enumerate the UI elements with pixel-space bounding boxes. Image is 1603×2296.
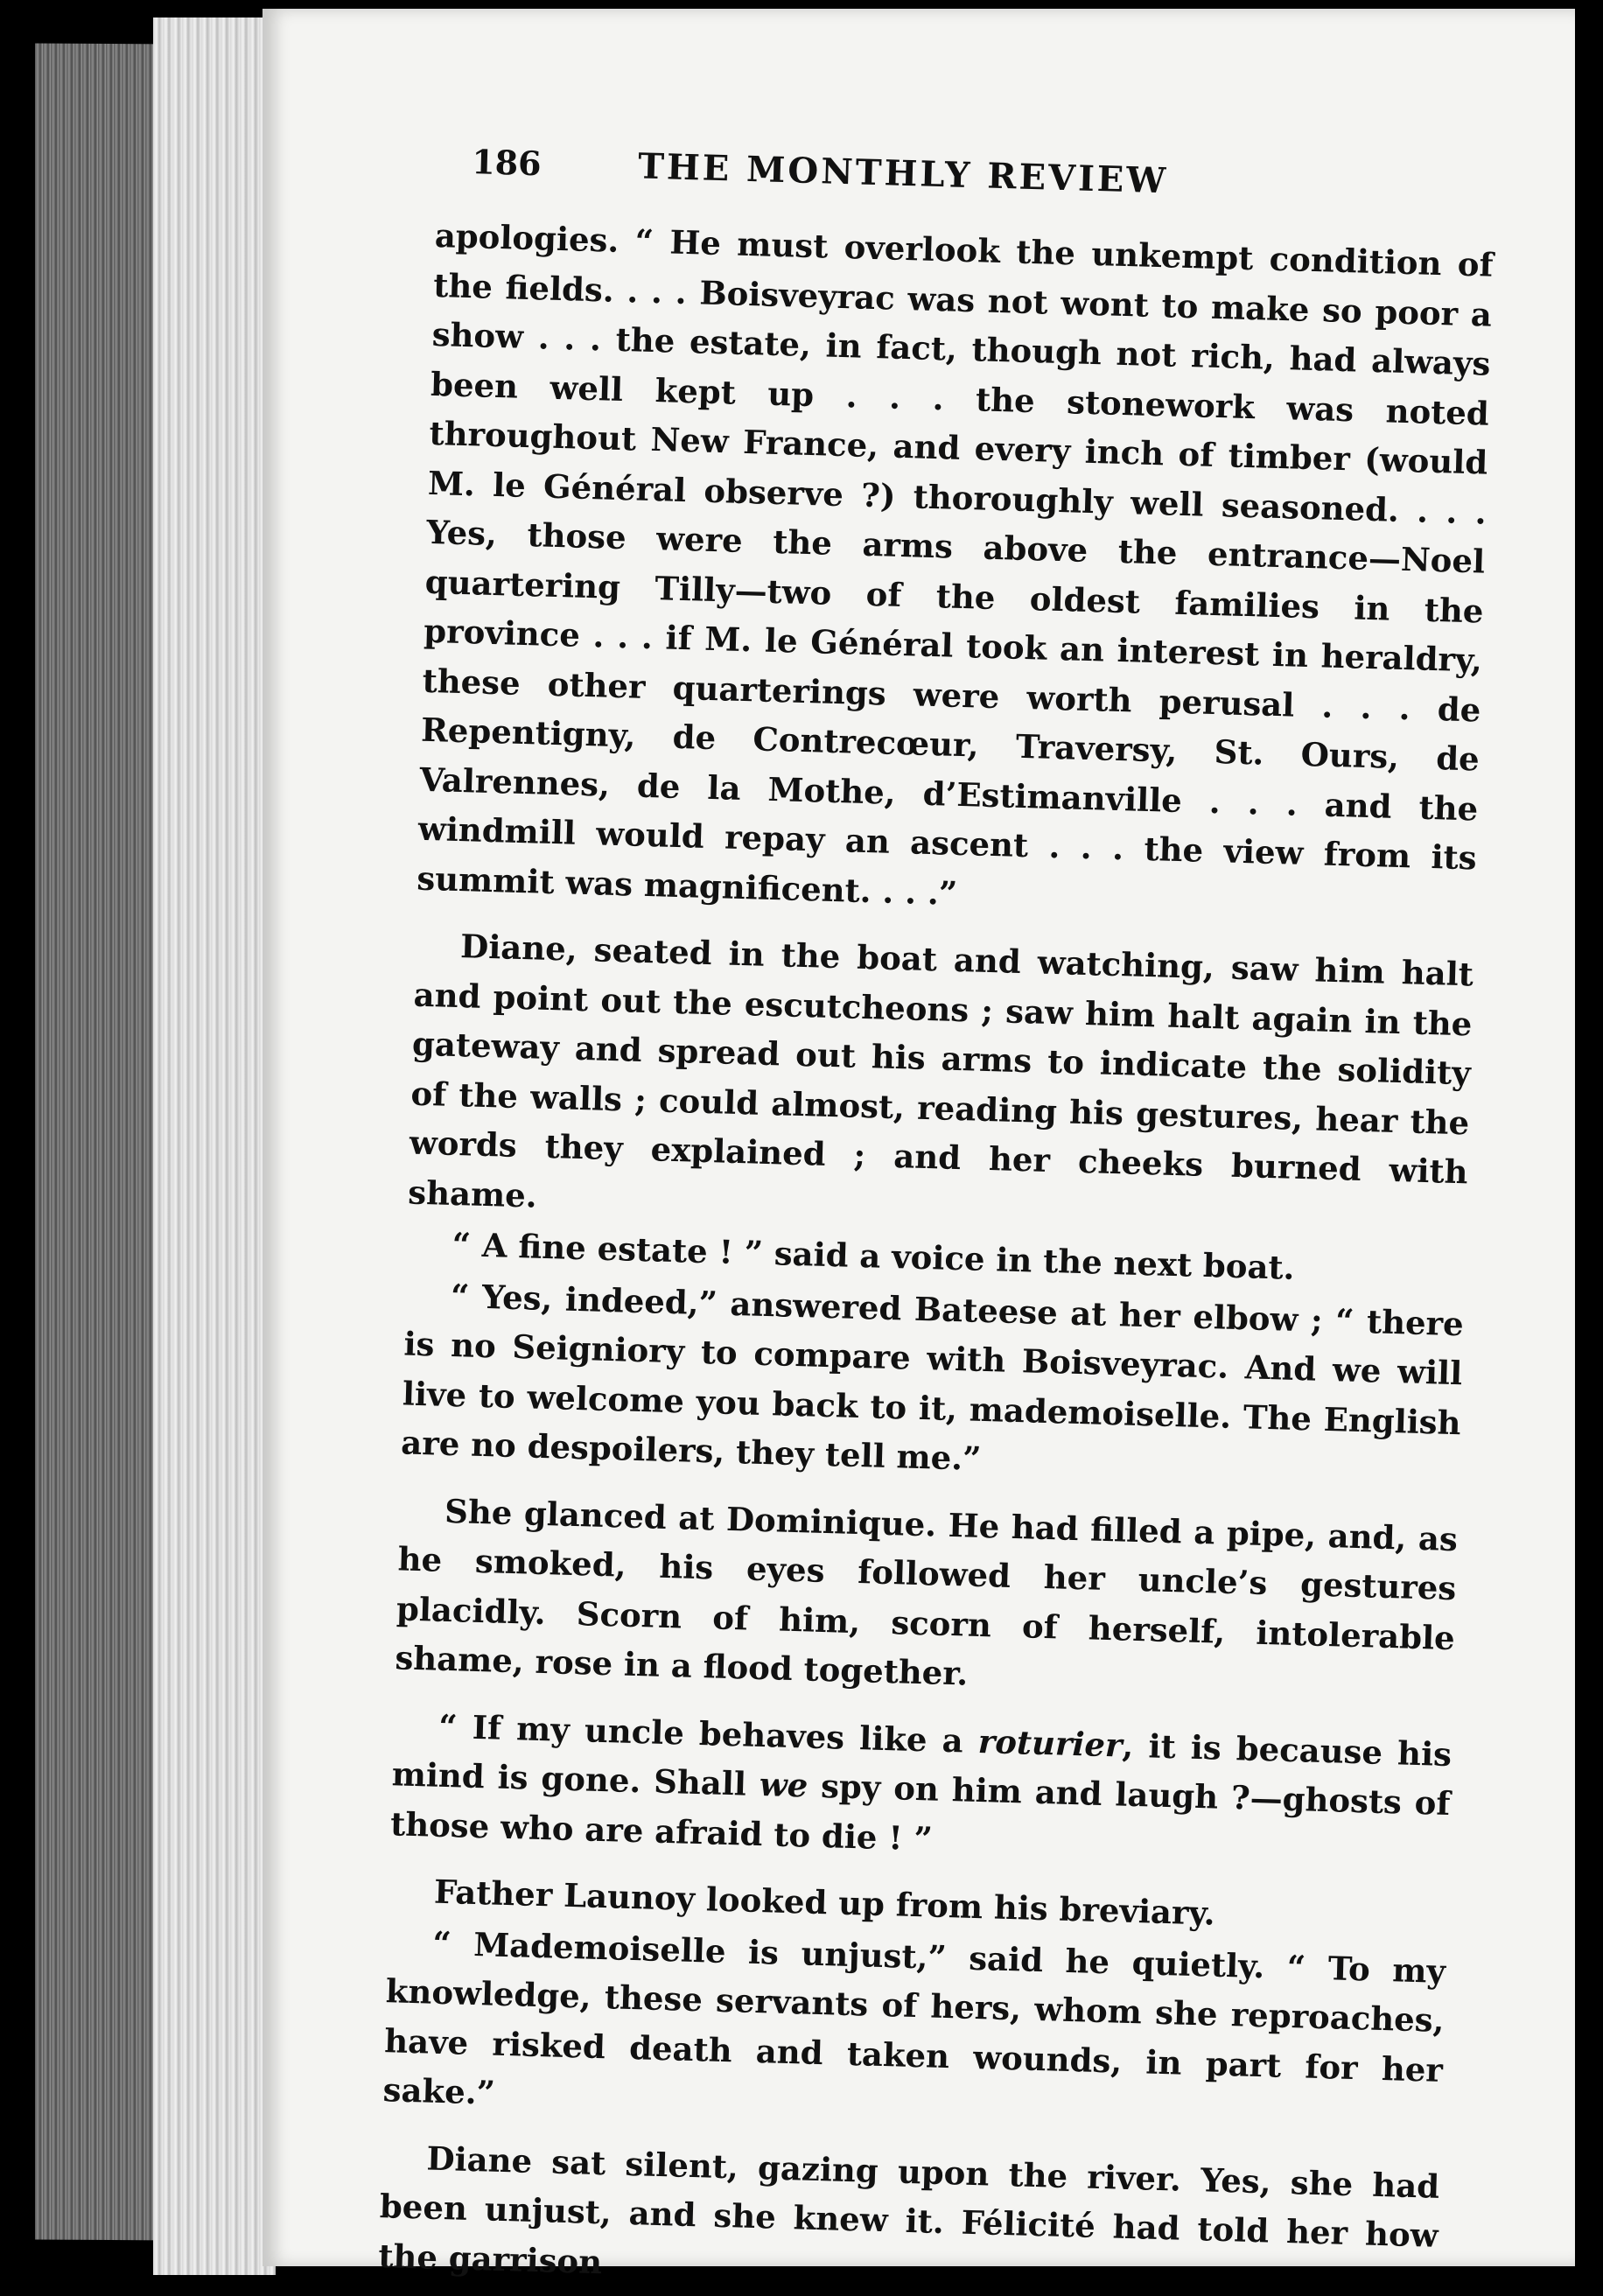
running-title: THE MONTHLY REVIEW [637,145,1169,202]
paragraph-3: “ A fine estate ! ” said a voice in the next boat. [452,1224,1296,1287]
paragraph-5: She glanced at Dominique. He had filled a pipe, and, as he smoked, his eyes followed her uncle’s gestures placidly. Scorn of him, scorn of herself, intolerable shame, rose in a flood together. [394,1491,1459,1693]
paragraph-1: apologies. “ He must overlook the unkempt condition of the fields. . . . Boisveyrac was not wont to make so poor a show . . . the estate, in fact, though not rich, had always been well kept up . . . the stonework was noted throughout New France, and every inch of timber (would M. le Général observe ?) thoroughly well seasoned. . . . Yes, those were the arms above the entrance—Noel quartering Tilly—two of the oldest families in the province . . . if M. le Général took an interest in heraldry, these other quarterings were worth perusal . . . de Repentigny, de Contrecœur, Traversy, St. Ours, de Valrennes, de la Mothe, d’Estimanville . . . and the windmill would repay an ascent . . . the view from its summit was magnificent. . . .” [416,215,1494,913]
paragraph-2: Diane, seated in the boat and watching, saw him halt and point out the escutcheons ; saw him halt again in the gateway and spread out his arms to indicate the solidity of the walls ; could almost, reading his gestures, hear the words they explained ; and her cheeks burned with shame. [407,927,1474,1215]
paragraph-6-part-3: spy on him and laugh ?—ghosts of those who are afraid to die ! ” [389,1766,1451,1858]
page-stack-edges [153,18,276,2275]
paragraph-8: “ Mademoiselle is unjust,” said he quietly. “ To my knowledge, these servants of hers, whom she reproaches, have risked death and taken wounds, in part for her sake.” [382,1923,1446,2112]
paragraph-6-italic-roturier: roturier [977,1721,1124,1765]
paragraph-6-italic-we: we [759,1765,808,1805]
paragraph-4: “ Yes, indeed,” answered Bateese at her elbow ; “ there is no Seigniory to compare with Boisveyrac. And we will live to welcome you back to it, mademoiselle. The English are no despoilers, they tell me.” [400,1276,1465,1478]
paragraph-7: Father Launoy looked up from his breviary. [433,1872,1216,1933]
paragraph-6 [389,1700,1452,1878]
paragraph-6-part-1: “ If my uncle behaves like a [438,1706,979,1760]
paragraph-6-part-2: , it is because his mind is gone. Shall [391,1726,1452,1803]
page-text-block [378,140,1496,2296]
page-number: 186 [471,142,542,184]
paragraph-9: Diane sat silent, gazing upon the river. Yes, she had been unjust, and she knew it. Félicité had told her how the garrison [377,2138,1440,2281]
